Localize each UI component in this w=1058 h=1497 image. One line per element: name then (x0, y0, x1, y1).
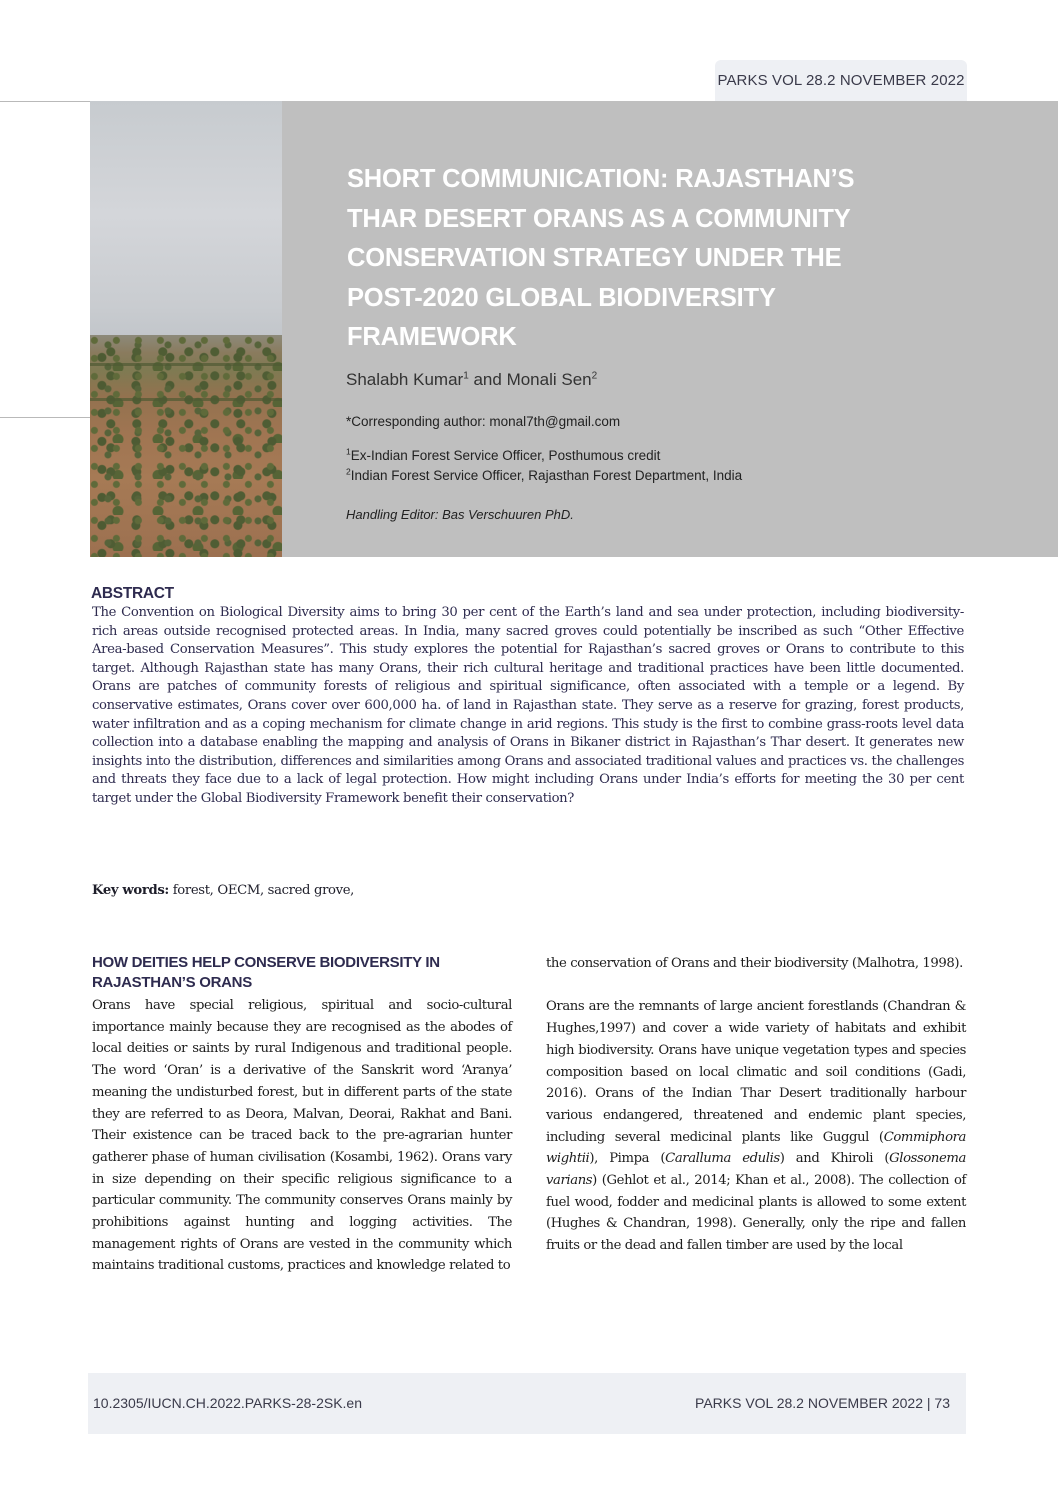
affiliation-text: Indian Forest Service Officer, Rajasthan Forest Department, India (350, 468, 743, 483)
photo-tree-line (90, 363, 282, 366)
affiliation-superscript: 2 (346, 466, 351, 477)
handling-editor: Handling Editor: Bas Verschuuren PhD. (346, 507, 574, 522)
photo-landscape (90, 335, 282, 557)
text-run: ) and Khiroli ( (779, 1151, 890, 1167)
species-name: Glossonema varians (546, 1151, 966, 1189)
abstract-heading: ABSTRACT (91, 585, 174, 602)
author-list (346, 370, 597, 390)
doi-link[interactable]: 10.2305/IUCN.CH.2022.PARKS-28-2SK.en (93, 1395, 362, 1411)
text-run: ) (Gehlot et al., 2014; Khan et al., 2008). The collection of fuel wood, fodder and medicinal plants is allowed to some extent (Hughes & Chandran, 1998). Generally, only the ripe and fallen fruits or the dead and fallen timber are used by the local (546, 1173, 966, 1254)
body-column-left (92, 995, 512, 1277)
text-run: ), Pimpa ( (589, 1151, 666, 1167)
keywords-label: Key words: (92, 883, 169, 898)
affiliation-item (346, 446, 742, 466)
divider-top (0, 101, 90, 102)
journal-header-tab: PARKS VOL 28.2 NOVEMBER 2022 (715, 60, 967, 101)
affiliation-item (346, 466, 742, 486)
affiliation-superscript: 1 (346, 446, 351, 457)
keywords (92, 883, 354, 898)
body-column-right (546, 953, 966, 1257)
divider-middle (0, 417, 90, 418)
author-name: Monali Sen (506, 370, 592, 389)
body-paragraph (546, 996, 966, 1256)
corresponding-author: *Corresponding author: monal7th@gmail.com (346, 414, 621, 429)
journal-page-number: PARKS VOL 28.2 NOVEMBER 2022 | 73 (695, 1395, 950, 1411)
abstract-body: The Convention on Biological Diversity aims to bring 30 per cent of the Earth’s land and sea under protection, including biodiversity-rich areas outside recognised protected areas. In India, many sacred groves could potentially be inscribed as such “Other Effective Area-based Conservation Measures”. This study explores the potential for Rajasthan’s sacred groves or Orans to contribute to this target. Although Rajasthan state has many Orans, their rich cultural heritage and traditional practices have been little documented. Orans are patches of community forests of religious and spiritual significance, often associated with a temple or a legend. By conservative estimates, Orans cover over 600,000 ha. of land in Rajasthan state. They serve as a reserve for grazing, forest products, water infiltration and as a coping mechanism for climate change in arid regions. This study is the first to combine grass-roots level data collection into a database enabling the mapping and analysis of Orans in Bikaner district in Rajasthan’s Thar desert. It generates new insights into the distribution, differences and similarities among Orans and associated traditional values and practices vs. the challenges and threats they face due to a lack of legal protection. How might including Orans under India’s efforts for meeting the 30 per cent target under the Global Biodiversity Framework benefit their conservation? (92, 605, 964, 806)
author-name: Shalabh Kumar (346, 370, 464, 389)
article-title: SHORT COMMUNICATION: RAJASTHAN’S THAR DESERT ORANS AS A COMMUNITY CONSERVATION STRATEGY UNDER THE POST-2020 GLOBAL BIODIVERSITY FRAMEWORK (347, 165, 855, 351)
body-paragraph: the conservation of Orans and their biodiversity (Malhotra, 1998). (546, 956, 963, 971)
section-heading: HOW DEITIES HELP CONSERVE BIODIVERSITY IN RAJASTHAN’S ORANS (92, 954, 440, 991)
author-superscript: 2 (591, 370, 598, 382)
body-paragraph: Orans have special religious, spiritual and socio-cultural importance mainly because they are recognised as the abodes of local deities or saints by rural Indigenous and traditional people. The word ‘Oran’ is a derivative of the Sanskrit word ‘Aranya’ meaning the undisturbed forest, but in different parts of the state they are referred to as Deora, Malvan, Deorai, Rakhat and Bani. Their existence can be traced back to the pre-agrarian hunter gatherer phase of human civilisation (Kosambi, 1962). Orans vary in size depending on their specific religious significance to a particular community. The community conserves Orans mainly by prohibitions against hunting and logging activities. The management rights of Orans are vested in the community which maintains traditional customs, practices and knowledge related to (92, 998, 512, 1274)
keywords-list: forest, OECM, sacred grove, (168, 883, 355, 898)
author-joiner: and (468, 370, 507, 389)
author-superscript: 1 (463, 370, 469, 382)
page-footer (88, 1373, 966, 1434)
cover-photo (90, 101, 282, 557)
photo-tree-line (90, 398, 282, 401)
text-run: Orans are the remnants of large ancient forestlands (Chandran & Hughes,1997) and cover a wide variety of habitats and exhibit high biodiversity. Orans have unique vegetation types and species composition based on local climatic and soil conditions (Gadi, 2016). Orans of the Indian Thar Desert traditionally harbour various endangered, threatened and endemic plant species, including several medicinal plants like Guggul ( (546, 999, 966, 1145)
affiliation-text: Ex-Indian Forest Service Officer, Posthumous credit (350, 448, 661, 463)
species-name: Commiphora wightii (546, 1129, 966, 1167)
affiliations (346, 446, 742, 486)
species-name: Caralluma edulis (665, 1151, 780, 1167)
